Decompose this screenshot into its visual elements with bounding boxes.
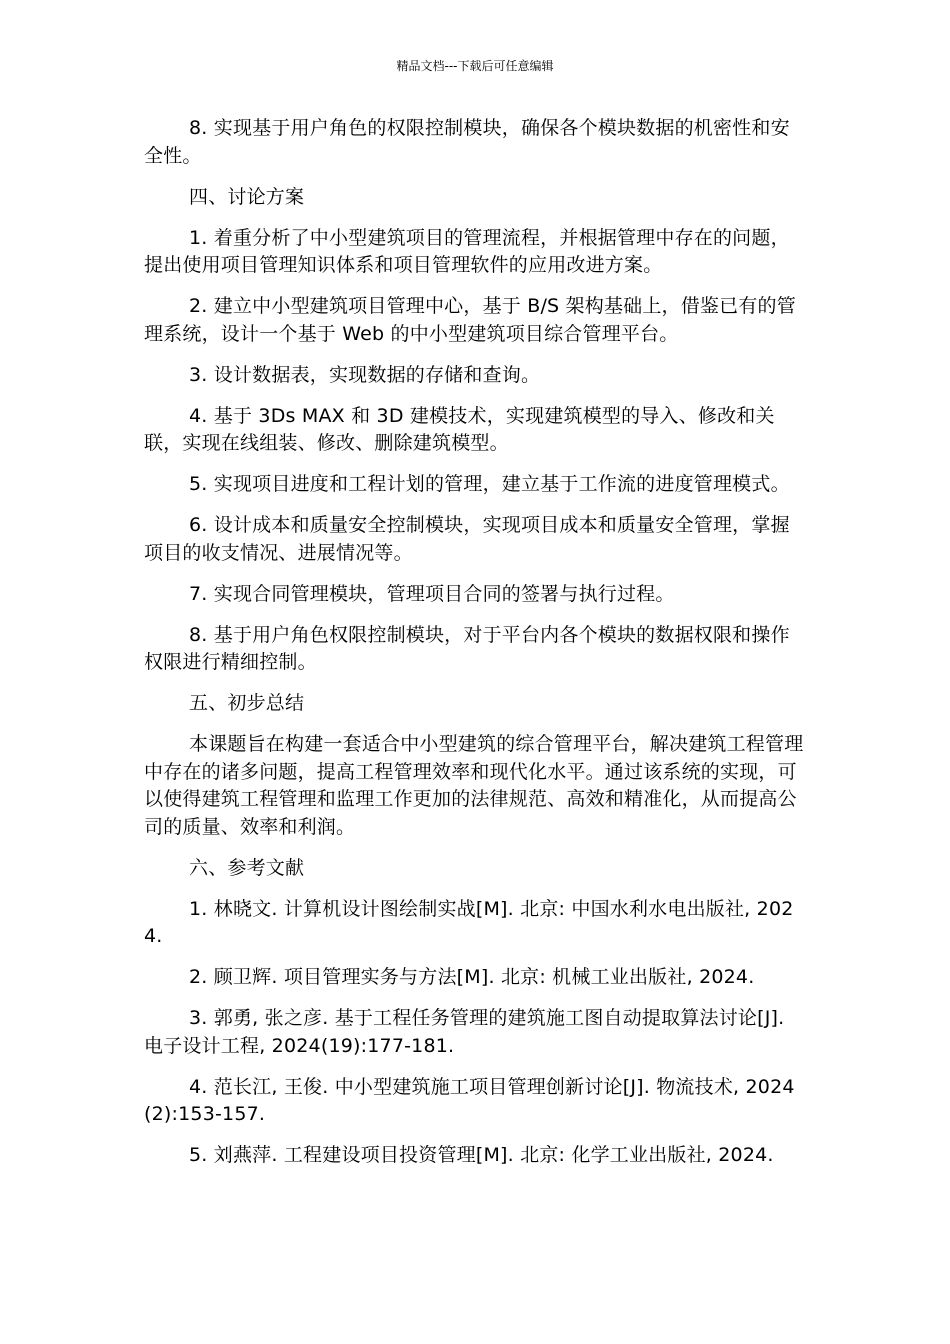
reference-item: 1. 林晓文. 计算机设计图绘制实战[M]. 北京: 中国水利水电出版社, 2024. xyxy=(144,897,794,947)
reference-item: 5. 刘燕萍. 工程建设项目投资管理[M]. 北京: 化学工业出版社, 2024. xyxy=(189,1144,774,1166)
list-item: 5. 实现项目进度和工程计划的管理，建立基于工作流的进度管理模式。 xyxy=(189,473,790,495)
section-heading: 五、初步总结 xyxy=(189,692,305,714)
section-heading: 六、参考文献 xyxy=(189,856,305,879)
reference-item: 2. 顾卫辉. 项目管理实务与方法[M]. 北京: 机械工业出版社, 2024. xyxy=(189,966,755,988)
list-item: 6. 设计成本和质量安全控制模块，实现项目成本和质量安全管理，掌握项目的收支情况、进展情况等。 xyxy=(144,514,790,564)
list-item: 4. 基于 3Ds MAX 和 3D 建模技术，实现建筑模型的导入、修改和关联，实现在线组装、修改、删除建筑模型。 xyxy=(144,404,775,454)
list-item: 7. 实现合同管理模块，管理项目合同的签署与执行过程。 xyxy=(189,582,675,605)
reference-item: 3. 郭勇, 张之彦. 基于工程任务管理的建筑施工图自动提取算法讨论[J]. 电子设计工程, 2024(19):177-181. xyxy=(144,1007,785,1057)
list-item: 2. 建立中小型建筑项目管理中心，基于 B/S 架构基础上，借鉴已有的管理系统，设计一个基于 Web 的中小型建筑项目综合管理平台。 xyxy=(144,295,796,345)
list-item: 3. 设计数据表，实现数据的存储和查询。 xyxy=(189,363,541,386)
list-item: 1. 着重分析了中小型建筑项目的管理流程，并根据管理中存在的问题，提出使用项目管理知识体系和项目管理软件的应用改进方案。 xyxy=(144,226,790,276)
summary-paragraph: 本课题旨在构建一套适合中小型建筑的综合管理平台，解决建筑工程管理中存在的诸多问题，提高工程管理效率和现代化水平。通过该系统的实现，可以使得建筑工程管理和监理工作更加的法律规范、高效和精准化，从而提高公司的质量、效率和利润。 xyxy=(144,733,804,838)
document-body xyxy=(144,115,806,1183)
list-item: 8. 基于用户角色权限控制模块，对于平台内各个模块的数据权限和操作权限进行精细控制。 xyxy=(144,623,790,673)
section-heading: 四、讨论方案 xyxy=(189,185,305,208)
list-item: 8. 实现基于用户角色的权限控制模块，确保各个模块数据的机密性和安全性。 xyxy=(144,117,790,167)
page-header: 精品文档---下载后可任意编辑 xyxy=(396,59,554,73)
reference-item: 4. 范长江, 王俊. 中小型建筑施工项目管理创新讨论[J]. 物流技术, 2024(2):153-157. xyxy=(144,1075,795,1125)
